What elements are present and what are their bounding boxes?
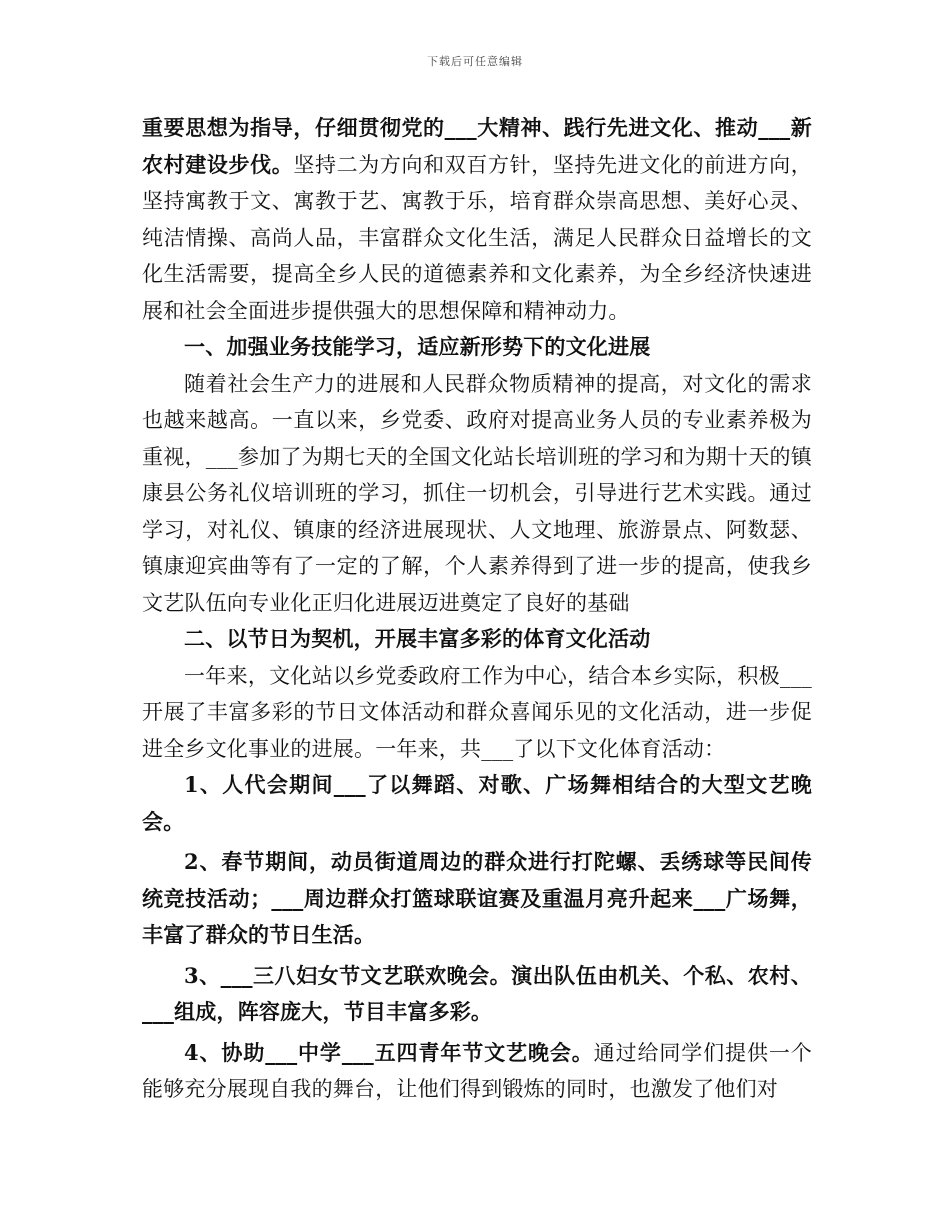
list-item-4	[142, 1035, 812, 1108]
paragraph-activities: 一年来，文化站以乡党委政府工作为中心，结合本乡实际，积极___开展了丰富多彩的节日文体活动和群众喜闻乐见的文化活动，进一步促进全乡文化事业的进展。一年来，共___了以下文化体育活动：	[142, 663, 812, 761]
intro-bold-text: 重要思想为指导，仔细贯彻党的___大精神、践行先进文化、推动___新农村建设步伐。	[142, 115, 812, 177]
section-heading-2: 二、以节日为契机，开展丰富多彩的体育文化活动	[184, 627, 651, 651]
page-header: 下载后可任意编辑	[427, 55, 523, 68]
list-item-3: 3、___三八妇女节文艺联欢晚会。演出队伍由机关、个私、农村、___组成，阵容庞大，节目丰富多彩。	[142, 962, 812, 1024]
intro-text: 坚持二为方向和双百方针，坚持先进文化的前进方向，坚持寓教于文、寓教于艺、寓教于乐，培育群众崇高思想、美好心灵、纯洁情操、高尚人品，丰富群众文化生活，满足人民群众日益增长的文化生活需要，提高全乡人民的道德素养和文化素养，为全乡经济快速进展和社会全面进步提供强大的思想保障和精神动力。	[142, 152, 812, 323]
list-item-1: 1、人代会期间___了以舞蹈、对歌、广场舞相结合的大型文艺晚会。	[142, 772, 812, 834]
list-item-4-text: 通过给同学们提供一个能够充分展现自我的舞台，让他们得到锻炼的同时，也激发了他们对	[142, 1040, 812, 1101]
list-item-4-bold: 4、协助___中学___五四青年节文艺晚会。	[184, 1039, 594, 1065]
paragraph-study: 随着社会生产力的进展和人民群众物质精神的提高，对文化的需求也越来越高。一直以来，乡党委、政府对提高业务人员的专业素养极为重视，___参加了为期七天的全国文化站长培训班的学习和为期十天的镇康县公务礼仪培训班的学习，抓住一切机会，引导进行艺术实践。通过学习，对礼仪、镇康的经济进展现状、人文地理、旅游景点、阿数瑟、镇康迎宾曲等有了一定的了解，个人素养得到了进一步的提高，使我乡文艺队伍向专业化正归化进展迈进奠定了良好的基础	[142, 371, 812, 615]
list-item-2: 2、春节期间，动员街道周边的群众进行打陀螺、丢绣球等民间传统竞技活动；___周边群众打篮球联谊赛及重温月亮升起来___广场舞，丰富了群众的节日生活。	[142, 849, 812, 947]
section-heading-1: 一、加强业务技能学习，适应新形势下的文化进展	[184, 335, 651, 359]
document-body	[142, 110, 812, 1112]
paragraph-intro	[142, 110, 812, 329]
